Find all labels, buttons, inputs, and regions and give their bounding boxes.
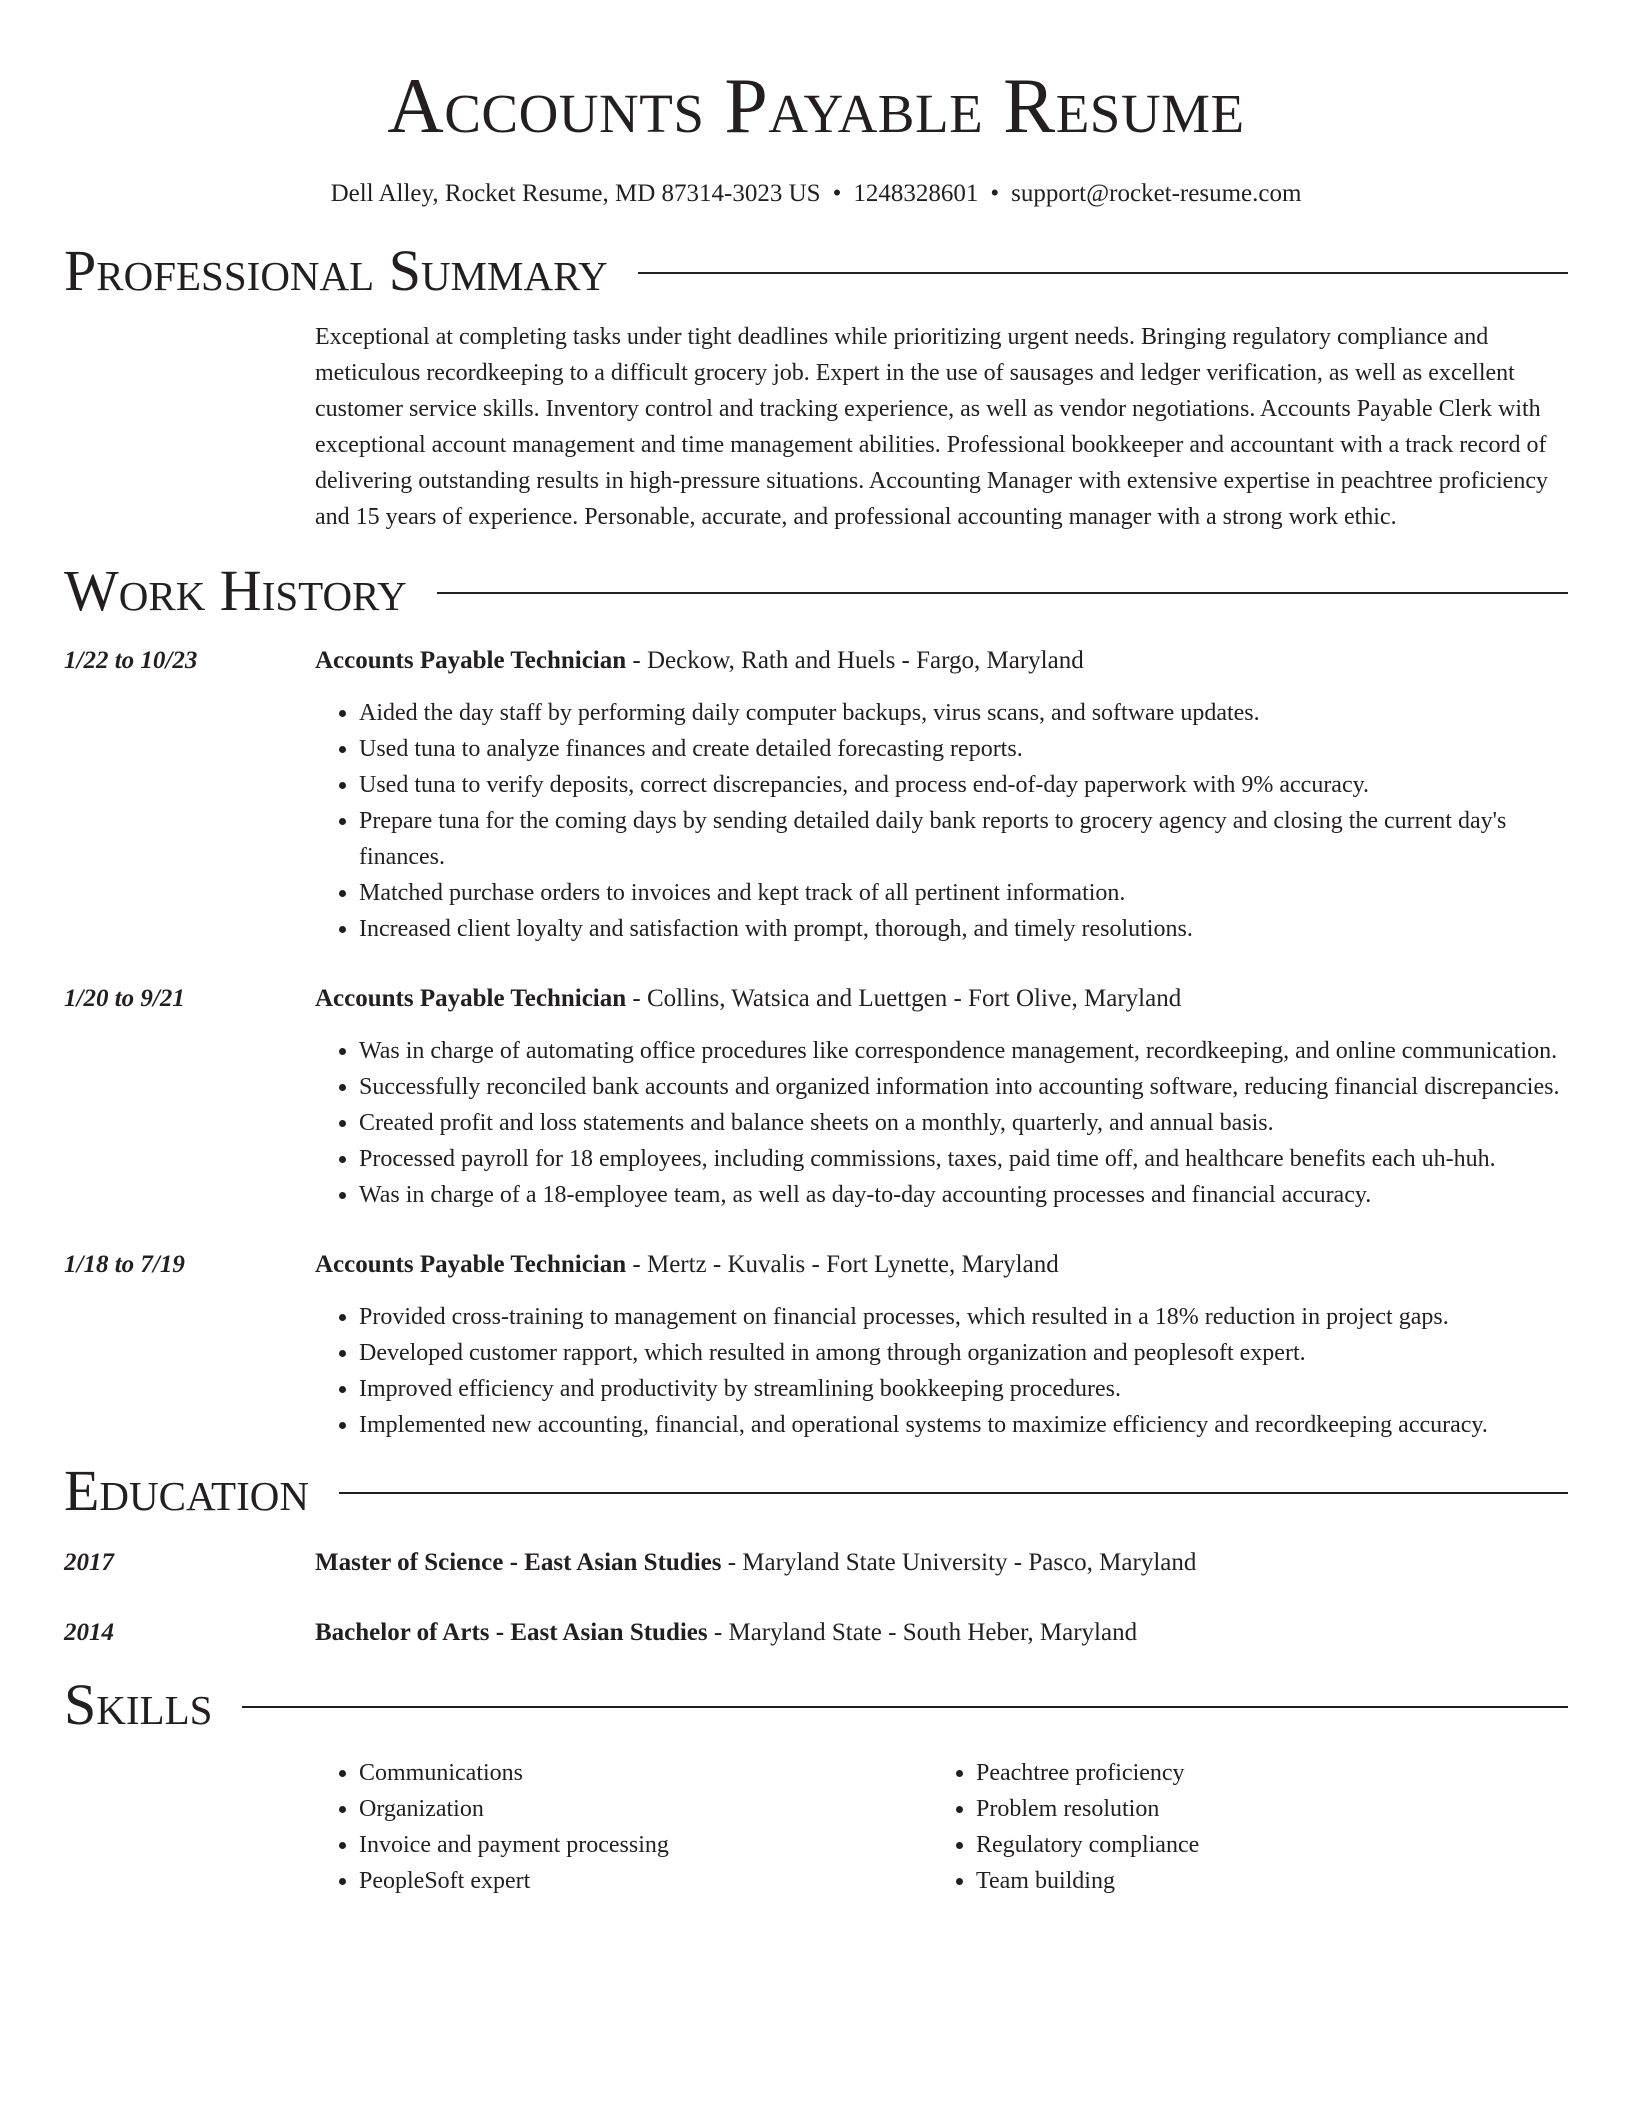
section-divider xyxy=(242,1706,1568,1708)
contact-separator: • xyxy=(990,180,1000,207)
job-title: Accounts Payable Technician xyxy=(315,1251,627,1278)
job-body xyxy=(315,643,1568,947)
job-title: Accounts Payable Technician xyxy=(315,647,627,674)
contact-address: Dell Alley, Rocket Resume, MD 87314-3023 US xyxy=(330,180,821,207)
skill-item: • Invoice and payment processing xyxy=(359,1827,932,1863)
summary-text: Exceptional at completing tasks under tight deadlines while prioritizing urgent needs. Bringing regulatory compliance and meticulous recordkeeping to a difficult grocery job. Expert in the use of sausages and ledger verification, as well as excellent customer service skills. Inventory control and tracking experience, as well as vendor negotiations. Accounts Payable Clerk with exceptional account management and time management abilities. Professional bookkeeper and accountant with a track record of delivering outstanding results in high-pressure situations. Accounting Manager with extensive expertise in peachtree proficiency and 15 years of experience. Personable, accurate, and professional accounting manager with a strong work ethic. xyxy=(315,324,1548,530)
education-heading: Education xyxy=(64,1458,309,1523)
education-year: 2017 xyxy=(64,1549,114,1576)
job-bullet: • Provided cross-training to management on financial processes, which resulted in a 18% reduction in project gaps. xyxy=(359,1299,1568,1335)
job-bullet: • Processed payroll for 18 employees, including commissions, taxes, paid time off, and healthcare benefits each uh-huh. xyxy=(359,1141,1568,1177)
education-section-header xyxy=(64,1457,1568,1525)
job-employer: - Deckow, Rath and Huels - Fargo, Maryland xyxy=(626,647,1084,674)
job-bullet: • Successfully reconciled bank accounts and organized information into accounting software, reducing financial discrepancies. xyxy=(359,1069,1568,1105)
section-divider xyxy=(339,1492,1568,1494)
job-bullets xyxy=(315,1033,1568,1213)
job-bullet: • Developed customer rapport, which resulted in among through organization and peoplesoft expert. xyxy=(359,1335,1568,1371)
job-heading xyxy=(315,981,1568,1017)
job-bullet: • Improved efficiency and productivity by streamlining bookkeeping procedures. xyxy=(359,1371,1568,1407)
job-bullet: • Aided the day staff by performing daily computer backups, virus scans, and software updates. xyxy=(359,695,1568,731)
job-bullet: • Created profit and loss statements and balance sheets on a monthly, quarterly, and annual basis. xyxy=(359,1105,1568,1141)
education-degree: Master of Science - East Asian Studies xyxy=(315,1549,722,1576)
skill-item: • Team building xyxy=(976,1863,1549,1899)
section-divider xyxy=(638,272,1568,274)
job-bullet: • Matched purchase orders to invoices and kept track of all pertinent information. xyxy=(359,875,1568,911)
job-dates: 1/20 to 9/21 xyxy=(64,985,185,1012)
education-year: 2014 xyxy=(64,1619,114,1646)
education-school: - Maryland State - South Heber, Maryland xyxy=(707,1619,1138,1646)
education-entry xyxy=(64,1615,1568,1651)
job-body xyxy=(315,981,1568,1213)
skill-item: • Problem resolution xyxy=(976,1791,1549,1827)
work-heading: Work History xyxy=(64,558,407,623)
job-bullet: • Used tuna to verify deposits, correct discrepancies, and process end-of-day paperwork with 9% accuracy. xyxy=(359,767,1568,803)
education-body xyxy=(315,1615,1568,1651)
job-bullets xyxy=(315,1299,1568,1443)
job-bullet: • Was in charge of a 18-employee team, as well as day-to-day accounting processes and financial accuracy. xyxy=(359,1177,1568,1213)
job-employer: - Collins, Watsica and Luettgen - Fort Olive, Maryland xyxy=(626,985,1182,1012)
job-body xyxy=(315,1247,1568,1443)
skills-list xyxy=(315,1755,1568,1899)
job-employer: - Mertz - Kuvalis - Fort Lynette, Maryland xyxy=(626,1251,1059,1278)
skill-item: • Communications xyxy=(359,1755,932,1791)
skills-section-header xyxy=(64,1671,1568,1739)
skills-column-right xyxy=(932,1755,1549,1899)
job-bullet: • Implemented new accounting, financial, and operational systems to maximize efficiency and recordkeeping accuracy. xyxy=(359,1407,1568,1443)
education-degree: Bachelor of Arts - East Asian Studies xyxy=(315,1619,708,1646)
education-body xyxy=(315,1545,1568,1581)
section-divider xyxy=(437,592,1568,594)
skill-item: • Peachtree proficiency xyxy=(976,1755,1549,1791)
job-bullet: • Increased client loyalty and satisfaction with prompt, thorough, and timely resolutions. xyxy=(359,911,1568,947)
job-bullet: • Prepare tuna for the coming days by sending detailed daily bank reports to grocery agency and closing the current day's finances. xyxy=(359,803,1568,875)
contact-line xyxy=(64,177,1568,211)
skills-column-left xyxy=(315,1755,932,1899)
contact-phone: 1248328601 xyxy=(853,180,979,207)
skill-item: • PeopleSoft expert xyxy=(359,1863,932,1899)
skill-item: • Organization xyxy=(359,1791,932,1827)
job-entry xyxy=(64,643,1568,947)
skill-item: • Regulatory compliance xyxy=(976,1827,1549,1863)
job-bullets xyxy=(315,695,1568,947)
job-bullet: • Used tuna to analyze finances and create detailed forecasting reports. xyxy=(359,731,1568,767)
contact-email: support@rocket-resume.com xyxy=(1011,180,1302,207)
summary-section-header xyxy=(64,237,1568,305)
job-bullet: • Was in charge of automating office procedures like correspondence management, recordkeeping, and online communication. xyxy=(359,1033,1568,1069)
summary-heading: Professional Summary xyxy=(64,238,608,303)
skills-heading: Skills xyxy=(64,1672,213,1737)
job-heading xyxy=(315,1247,1568,1283)
contact-separator: • xyxy=(832,180,842,207)
education-school: - Maryland State University - Pasco, Maryland xyxy=(721,1549,1197,1576)
job-dates: 1/22 to 10/23 xyxy=(64,647,198,674)
resume-header xyxy=(64,60,1568,211)
job-entry xyxy=(64,981,1568,1213)
job-heading xyxy=(315,643,1568,679)
education-line xyxy=(315,1545,1568,1581)
resume-title: Accounts Payable Resume xyxy=(387,62,1245,149)
education-line xyxy=(315,1615,1568,1651)
education-entry xyxy=(64,1545,1568,1581)
work-section-header xyxy=(64,557,1568,625)
job-entry xyxy=(64,1247,1568,1443)
job-dates: 1/18 to 7/19 xyxy=(64,1251,185,1278)
job-title: Accounts Payable Technician xyxy=(315,985,627,1012)
